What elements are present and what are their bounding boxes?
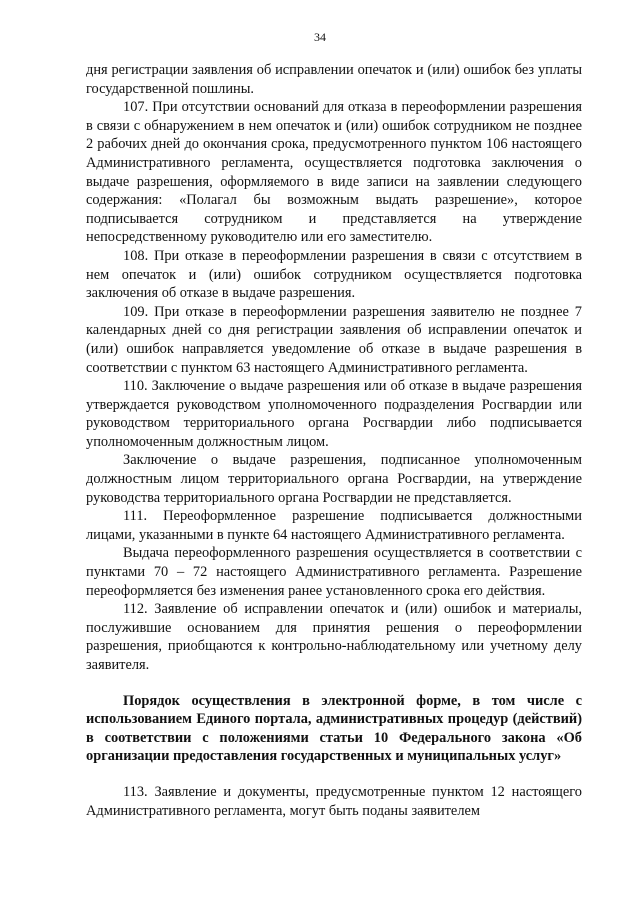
paragraph-108: 108. При отказе в переоформлении разрешения в связи с отсутствием в нем опечаток и (или) ошибок сотрудником осуществляется подготовка заключения об отказе в выдаче разрешения.: [86, 247, 582, 302]
section-heading: Порядок осуществления в электронной форме, в том числе с использованием Единого портала, административных процедур (действий) в соответствии с положениями статьи 10 Федерального закона «Об организации предоставления государственных и муниципальных услуг»: [86, 692, 582, 765]
paragraph-111-continued: Выдача переоформленного разрешения осуществляется в соответствии с пунктами 70 – 72 настоящего Административного регламента. Разрешение переоформляется без изменения ранее установленного срока его действия.: [86, 545, 582, 599]
paragraph-110-continued: Заключение о выдаче разрешения, подписанное уполномоченным должностным лицом территориального органа Росгвардии, на утверждение руководства территориального органа Росгвардии не представляется.: [86, 452, 582, 506]
paragraph-107: 107. При отсутствии оснований для отказа в переоформлении разрешения в связи с обнаружением в нем опечаток и (или) ошибок сотрудником не позднее 2 рабочих дней до окончания срока, предусмотренного пунктом 106 настоящего Административного регламента, осуществляется подготовка заключения о выдаче разрешения, оформляемого в виде записи на заявлении следующего содержания: «Полагал бы возможным выдать разрешение», которое подписывается сотрудником и представляется на утверждение непосредственному руководителю или его заместителю.: [86, 99, 582, 246]
paragraph-110: 110. Заключение о выдаче разрешения или об отказе в выдаче разрешения утверждается руководством уполномоченного подразделения Росгвардии или руководством территориального органа Росгвардии либо подписывается уполномоченным должностным лицом.: [86, 378, 582, 450]
paragraph-113: 113. Заявление и документы, предусмотренные пунктом 12 настоящего Административного регламента, могут быть поданы заявителем: [86, 783, 582, 819]
paragraph-111: 111. Переоформленное разрешение подписывается должностными лицами, указанными в пункте 64 настоящего Административного регламента.: [86, 508, 582, 543]
paragraph-112: 112. Заявление об исправлении опечаток и (или) ошибок и материалы, послужившие основанием для принятия решения о переоформлении разрешения, приобщаются к контрольно-наблюдательному или учетному делу заявителя.: [86, 601, 582, 673]
paragraph-109: 109. При отказе в переоформлении разрешения заявителю не позднее 7 календарных дней со дня регистрации заявления об исправлении опечаток и (или) ошибок направляется уведомление об отказе в выдаче разрешения в соответствии с пунктом 63 настоящего Административного регламента.: [86, 303, 582, 376]
page-number: 34: [314, 30, 326, 44]
document-body: [86, 61, 582, 820]
paragraph-continuation: дня регистрации заявления об исправлении опечаток и (или) ошибок без уплаты государственной пошлины.: [86, 62, 582, 97]
